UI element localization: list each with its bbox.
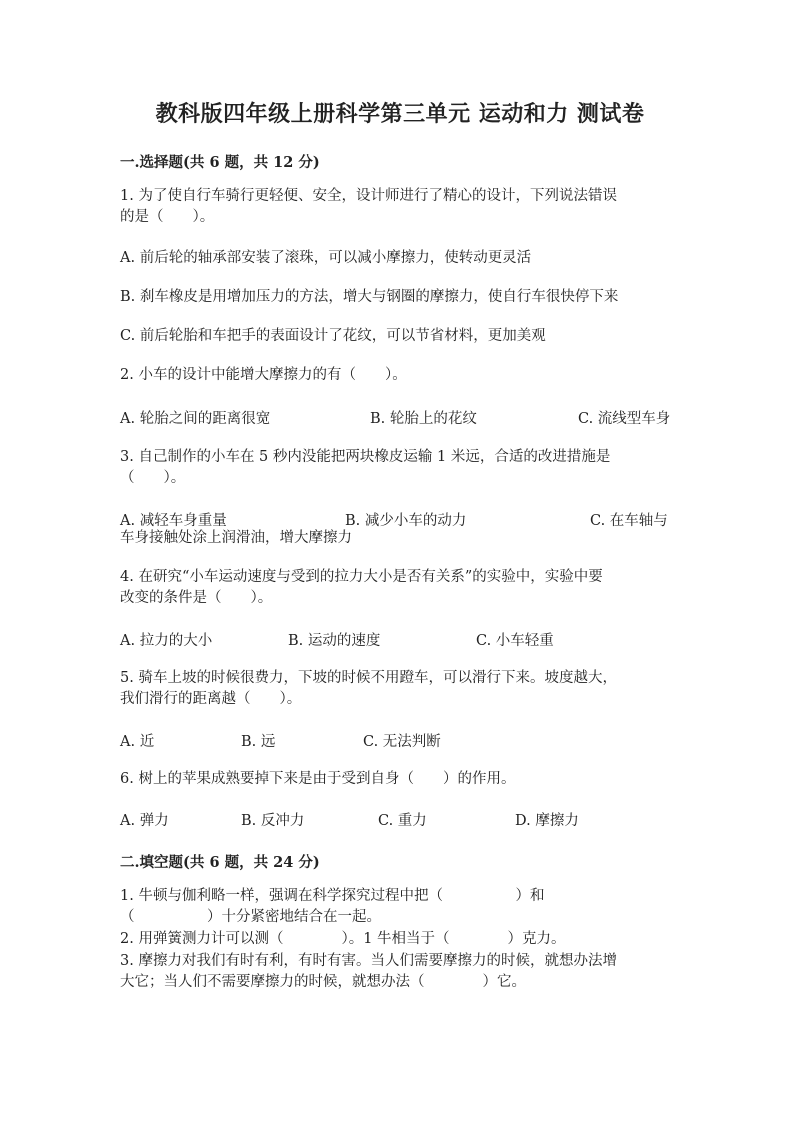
question-1-option-a: A. 前后轮的轴承部安装了滚珠，可以减小摩擦力，使转动更灵活 bbox=[120, 250, 532, 266]
fill-blank-line-4: 3. 摩擦力对我们有时有利，有时有害。当人们需要摩擦力的时候，就想办法增 bbox=[120, 953, 617, 969]
fill-blank-line-2: （ ）十分紧密地结合在一起。 bbox=[120, 909, 381, 925]
section-heading-choice: 一.选择题(共 6 题，共 12 分) bbox=[120, 154, 320, 171]
question-5-stem-line-1: 5. 骑车上坡的时候很费力，下坡的时候不用蹬车，可以滑行下来。坡度越大， bbox=[120, 670, 617, 686]
question-2-option-b: B. 轮胎上的花纹 bbox=[370, 411, 477, 427]
question-3-stem-line-1: 3. 自己制作的小车在 5 秒内没能把两块橡皮运输 1 米远，合适的改进措施是 bbox=[120, 449, 611, 465]
question-1-option-b: B. 刹车橡皮是用增加压力的方法，增大与钢圈的摩擦力，使自行车很快停下来 bbox=[120, 289, 619, 305]
question-1-stem-line-2: 的是（ ）。 bbox=[120, 209, 215, 225]
question-4-stem-line-2: 改变的条件是（ ）。 bbox=[120, 590, 273, 606]
question-5-option-c: C. 无法判断 bbox=[363, 734, 441, 750]
fill-blank-line-1: 1. 牛顿与伽利略一样，强调在科学探究过程中把（ ）和 bbox=[120, 888, 545, 904]
fill-blank-line-3: 2. 用弹簧测力计可以测（ ）。1 牛相当于（ ）克力。 bbox=[120, 931, 566, 947]
question-6-stem: 6. 树上的苹果成熟要掉下来是由于受到自身（ ）的作用。 bbox=[120, 771, 516, 787]
question-3-option-c-continuation: 车身接触处涂上润滑油，增大摩擦力 bbox=[120, 530, 352, 546]
question-2-option-a: A. 轮胎之间的距离很宽 bbox=[120, 411, 271, 427]
question-6-option-d: D. 摩擦力 bbox=[515, 813, 579, 829]
question-1-option-c: C. 前后轮胎和车把手的表面设计了花纹，可以节省材料，更加美观 bbox=[120, 328, 546, 344]
question-1-stem-line-1: 1. 为了使自行车骑行更轻便、安全，设计师进行了精心的设计，下列说法错误 bbox=[120, 188, 617, 204]
question-3-option-c: C. 在车轴与 bbox=[590, 513, 668, 529]
question-3-option-a: A. 减轻车身重量 bbox=[120, 513, 227, 529]
question-4-stem-line-1: 4. 在研究“小车运动速度与受到的拉力大小是否有关系”的实验中，实验中要 bbox=[120, 569, 603, 585]
question-5-stem-line-2: 我们滑行的距离越（ ）。 bbox=[120, 691, 302, 707]
question-4-option-c: C. 小车轻重 bbox=[476, 633, 554, 649]
fill-blank-line-5: 大它；当人们不需要摩擦力的时候，就想办法（ ）它。 bbox=[120, 974, 526, 990]
question-3-option-b: B. 减少小车的动力 bbox=[345, 513, 467, 529]
section-heading-fill-blank: 二.填空题(共 6 题，共 24 分) bbox=[120, 854, 320, 871]
question-2-option-c: C. 流线型车身 bbox=[578, 411, 671, 427]
question-6-option-b: B. 反冲力 bbox=[241, 813, 305, 829]
question-2-stem: 2. 小车的设计中能增大摩擦力的有（ ）。 bbox=[120, 367, 407, 383]
question-6-option-a: A. 弹力 bbox=[120, 813, 169, 829]
question-3-stem-line-2: （ ）。 bbox=[120, 470, 186, 486]
question-5-option-b: B. 远 bbox=[241, 734, 276, 750]
question-6-option-c: C. 重力 bbox=[378, 813, 427, 829]
page-title: 教科版四年级上册科学第三单元 运动和力 测试卷 bbox=[155, 101, 645, 127]
question-5-option-a: A. 近 bbox=[120, 734, 155, 750]
question-4-option-b: B. 运动的速度 bbox=[288, 633, 381, 649]
question-4-option-a: A. 拉力的大小 bbox=[120, 633, 213, 649]
